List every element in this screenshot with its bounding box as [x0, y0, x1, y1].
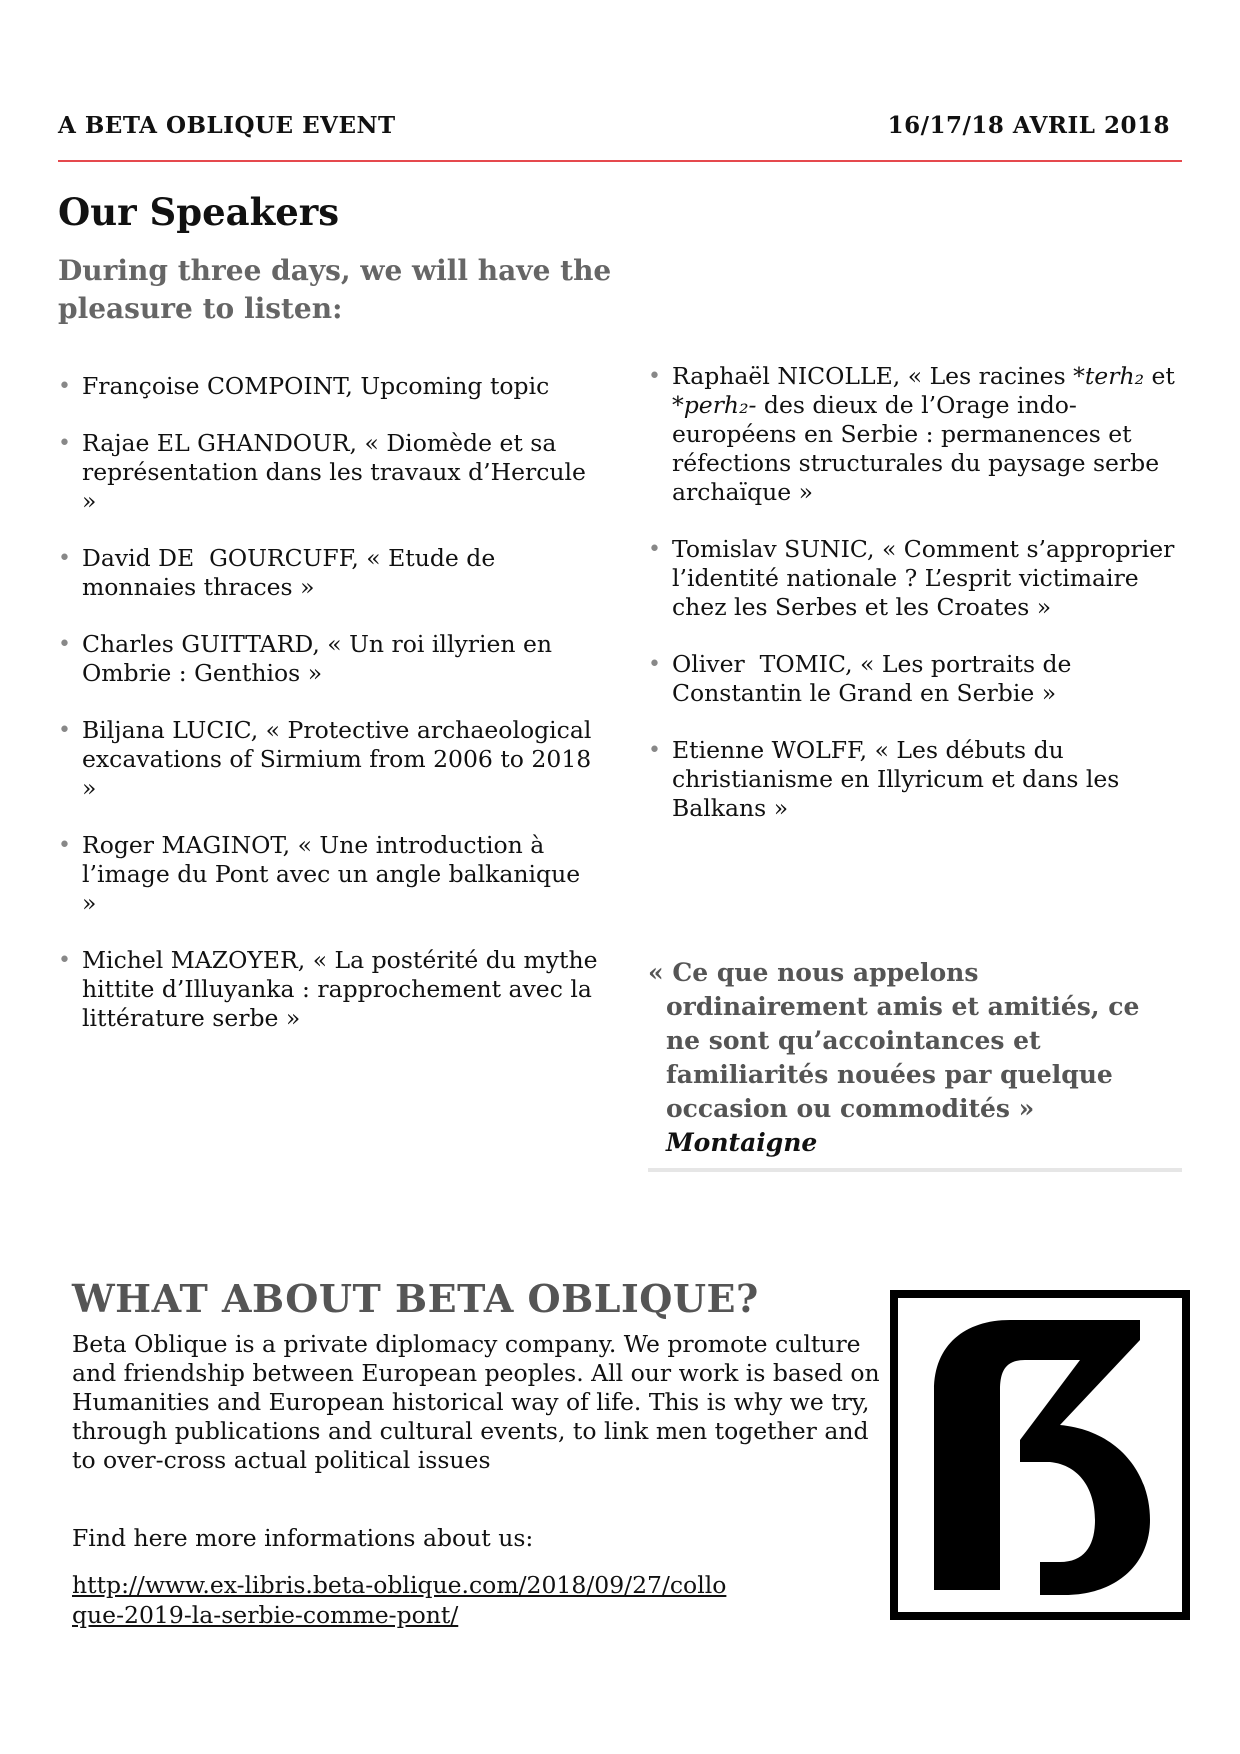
quote-block [648, 956, 1182, 1172]
about-title: WHAT ABOUT BETA OBLIQUE? [72, 1276, 759, 1321]
list-item [58, 372, 598, 401]
speaker-entry-part: et [1144, 362, 1175, 390]
list-item [58, 946, 598, 1033]
speakers-title: Our Speakers [58, 190, 340, 234]
speaker-entry [672, 362, 1175, 506]
about-find-more: Find here more informations about us: [72, 1524, 534, 1552]
list-item [648, 535, 1188, 622]
speaker-entry: David DE GOURCUFF, « Etude de monnaies thraces » [82, 544, 503, 601]
bullet-icon: • [58, 431, 71, 456]
bullet-icon: • [58, 632, 71, 657]
list-item [58, 630, 598, 688]
list-item [648, 736, 1188, 823]
bullet-icon: • [58, 546, 71, 571]
quote-text: « Ce que nous appelons ordinairement amis et amitiés, ce ne sont qu’accointances et familiarités nouées par quelque occasion ou commodités » [648, 958, 1140, 1123]
bullet-icon: • [58, 374, 71, 399]
speakers-list-left [58, 372, 598, 1061]
speakers-subtitle: During three days, we will have the pleasure to listen: [58, 254, 612, 325]
list-item [58, 831, 598, 918]
speaker-entry: Biljana LUCIC, « Protective archaeological excavations of Sirmium from 2006 to 2018 » [82, 716, 592, 802]
bullet-icon: • [648, 738, 661, 763]
root-term: *terh₂ [1073, 362, 1144, 390]
list-item [648, 650, 1188, 708]
about-link[interactable]: http://www.ex-libris.beta-oblique.com/2018/09/27/colloque-2019-la-serbie-comme-pont/ [72, 1571, 727, 1629]
event-label: A BETA OBLIQUE EVENT [58, 112, 396, 139]
event-dates: 16/17/18 AVRIL 2018 [887, 112, 1170, 139]
list-item [58, 544, 598, 602]
speaker-entry-part: Raphaël NICOLLE, « Les racines [672, 362, 1074, 390]
speaker-entry: Roger MAGINOT, « Une introduction à l’image du Pont avec un angle balkanique » [82, 831, 581, 917]
list-item [58, 716, 598, 803]
bullet-icon: • [58, 948, 71, 973]
about-body: Beta Oblique is a private diplomacy company. We promote culture and friendship between European peoples. All our work is based on Humanities and European historical way of life. This is why we try, through publications and cultural events, to link men together and to over-cross actual political issues [72, 1330, 880, 1474]
logo-glyph [934, 1320, 1150, 1595]
speaker-entry: Etienne WOLFF, « Les débuts du christianisme en Illyricum et dans les Balkans » [672, 736, 1120, 822]
speaker-entry-part: des dieux de l’Orage indo-européens en Serbie : permanences et réfections structurales du paysage serbe archaïque » [672, 391, 1160, 506]
speaker-entry: Michel MAZOYER, « La postérité du mythe hittite d’Illuyanka : rapprochement avec la littérature serbe » [82, 946, 598, 1032]
bullet-icon: • [648, 537, 661, 562]
beta-oblique-logo-icon [890, 1290, 1190, 1620]
bullet-icon: • [58, 833, 71, 858]
root-term: *perh₂- [672, 391, 757, 419]
bullet-icon: • [648, 652, 661, 677]
speaker-entry: Oliver TOMIC, « Les portraits de Constantin le Grand en Serbie » [672, 650, 1079, 707]
speakers-list-right [648, 362, 1188, 851]
quote-author: Montaigne [666, 1128, 818, 1157]
list-item [58, 429, 598, 516]
speaker-entry: Rajae EL GHANDOUR, « Diomède et sa représentation dans les travaux d’Hercule » [82, 429, 586, 515]
speaker-entry: Charles GUITTARD, « Un roi illyrien en Ombrie : Genthios » [82, 630, 553, 687]
bullet-icon: • [58, 718, 71, 743]
page-header [58, 112, 1182, 162]
speaker-entry: Tomislav SUNIC, « Comment s’approprier l’identité nationale ? L’esprit victimaire chez les Serbes et les Croates » [672, 535, 1175, 621]
bullet-icon: • [648, 364, 661, 389]
speaker-entry: Françoise COMPOINT, Upcoming topic [82, 372, 550, 400]
list-item [648, 362, 1188, 507]
